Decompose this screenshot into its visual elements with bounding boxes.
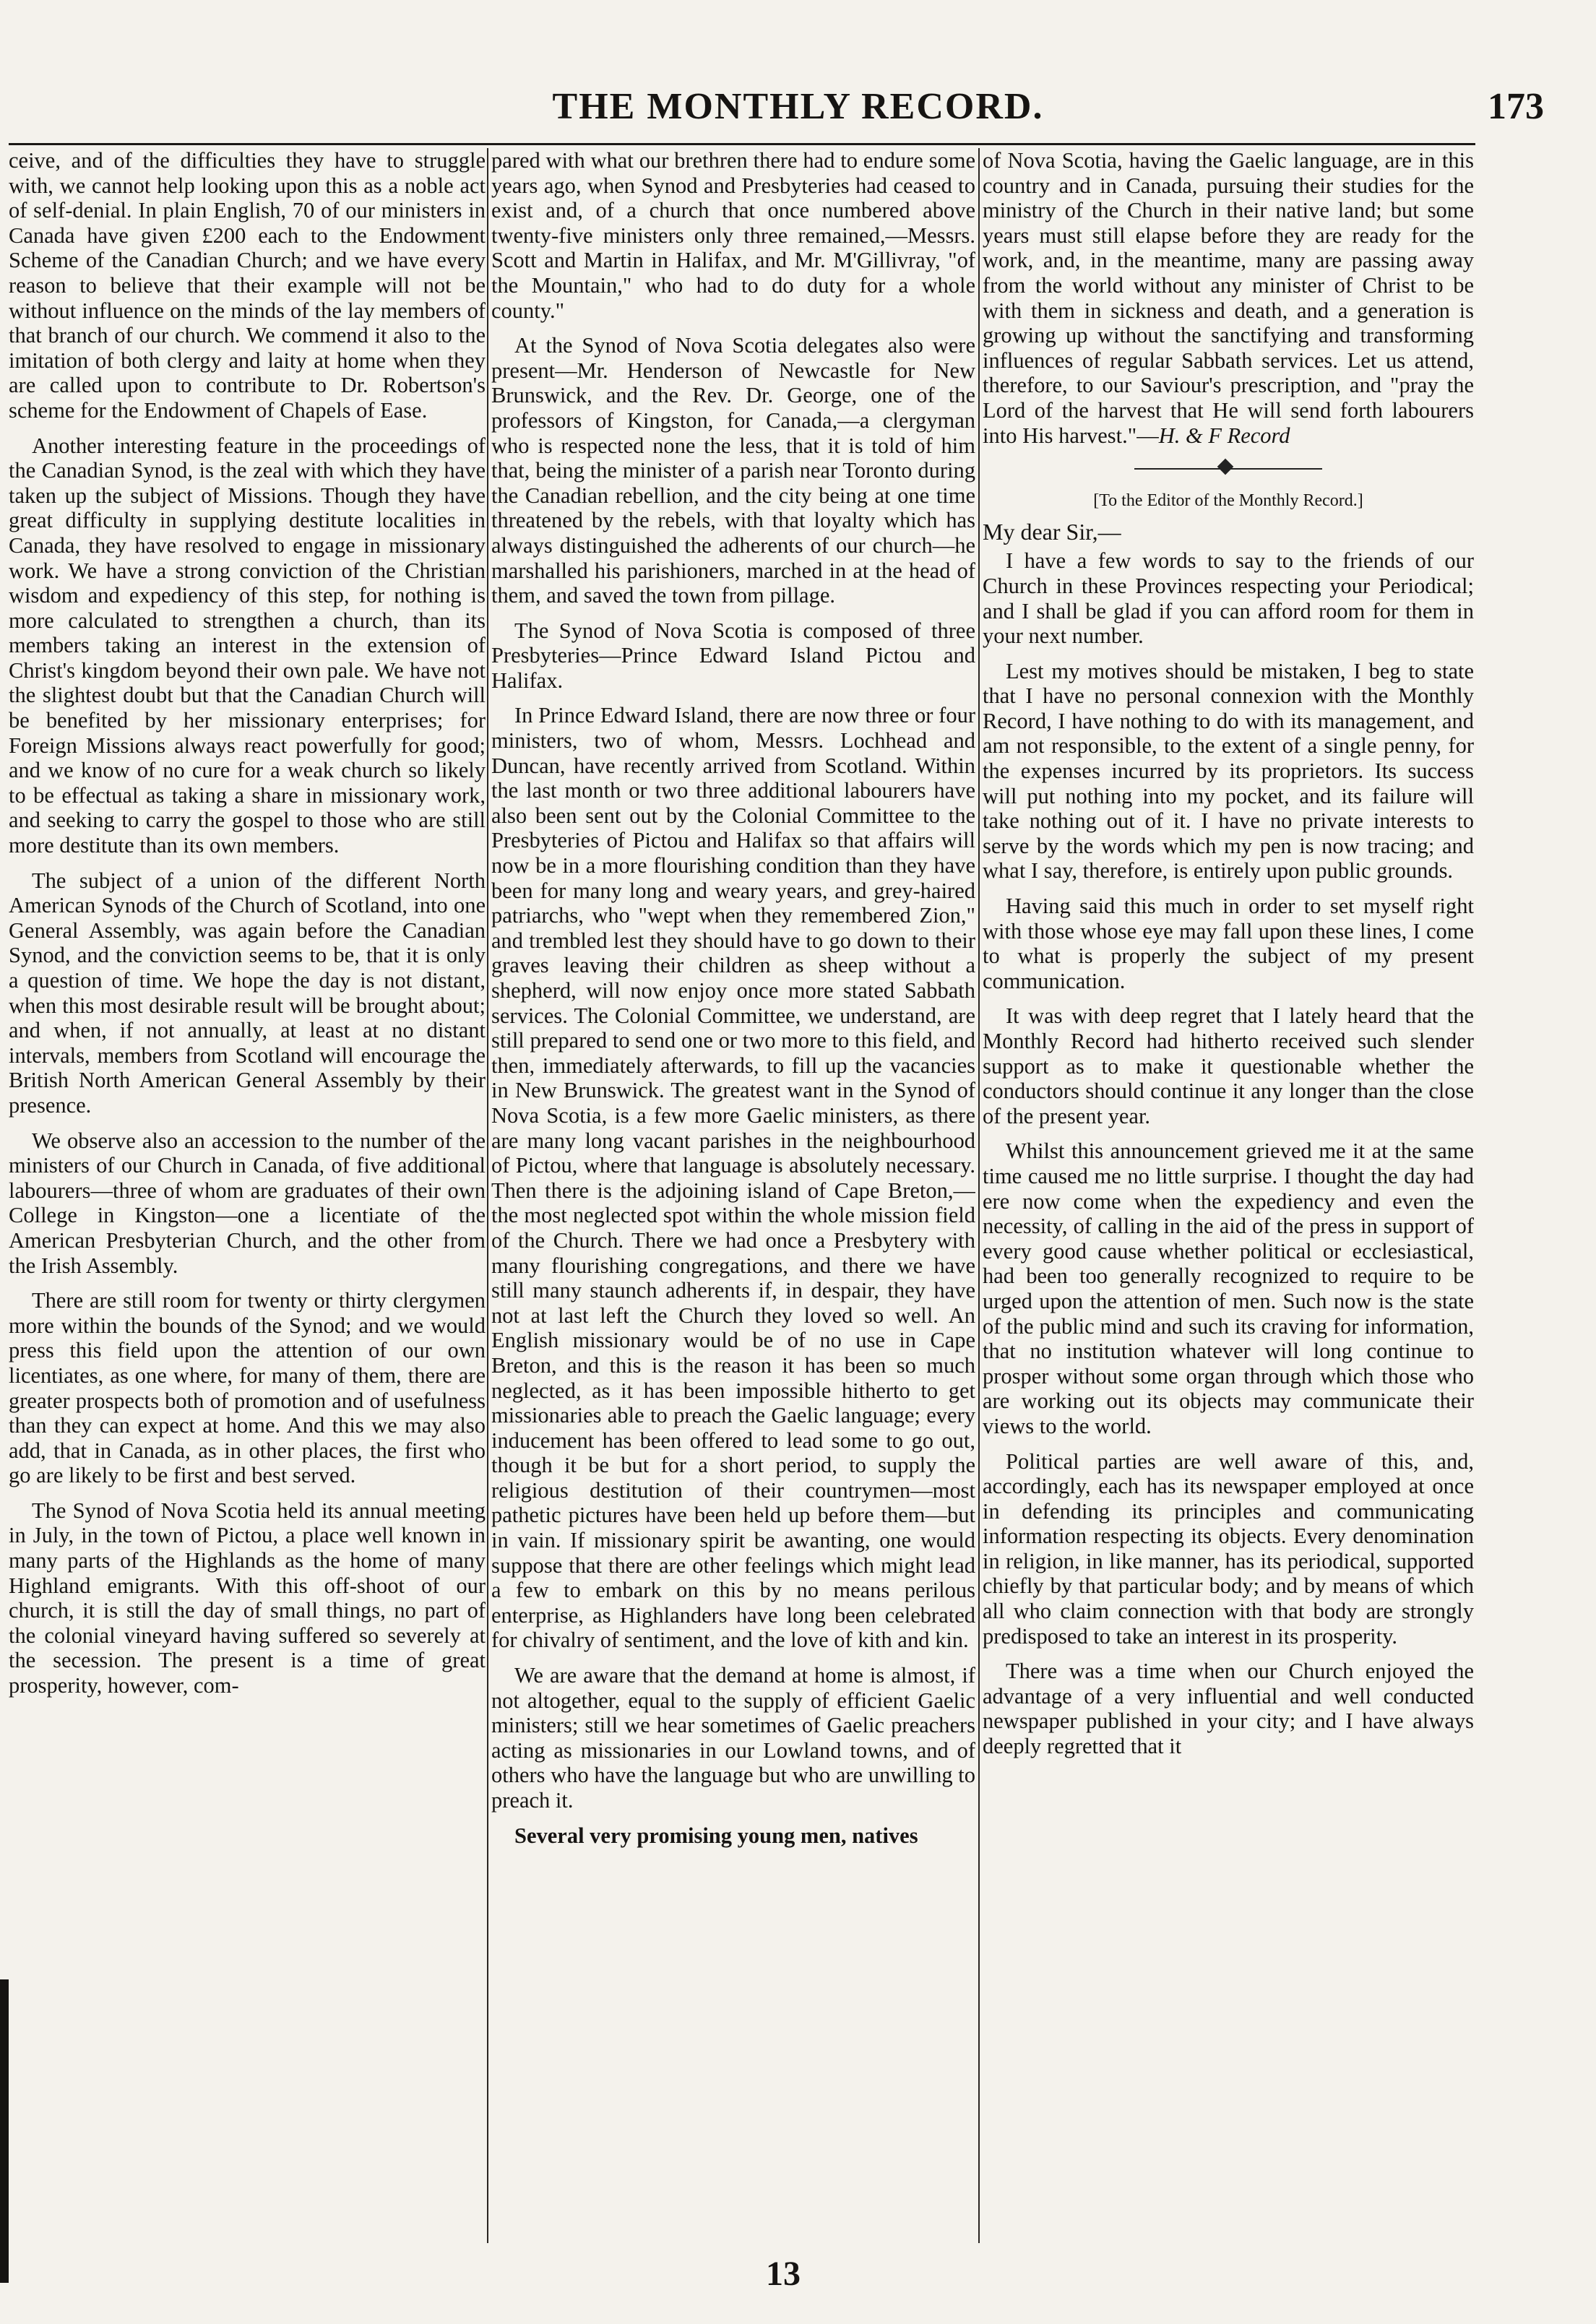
column-divider [487, 148, 488, 2243]
page-number: 173 [1488, 86, 1544, 127]
quoted-text: of Nova Scotia, having the Gaelic language, are in this country and in Canada, pursuing their studies for the ministry of the Church in their native land; but some years must still elapse before they are ready for the work, and, in the meantime, many are passing away from the world without any minister of Christ to be with them in sickness and death, and a generation is growing up without the sanctifying and transforming influences of regular Sabbath services. Let us attend, therefore, to our Saviour's prescription, and "pray the Lord of the harvest that He will send forth labourers into His harvest."— [983, 148, 1474, 448]
column-3 [983, 148, 1474, 2243]
paragraph: We observe also an accession to the number of the ministers of our Church in Canada, of five additional labourers—three of whom are graduates of their own College in Kingston—one a licentiate of the American Presbyterian Church, and the other from the Irish Assembly. [9, 1128, 486, 1278]
paragraph: It was with deep regret that I lately heard that the Monthly Record had hitherto received such slender support as to make it questionable whether the conductors should continue it any longer than the close of the present year. [983, 1003, 1474, 1128]
ornament-diamond-icon [1217, 459, 1234, 475]
column-divider [978, 148, 980, 2243]
header-rule [9, 143, 1475, 145]
paragraph: The Synod of Nova Scotia held its annual meeting in July, in the town of Pictou, a place well known in many parts of the Highlands as the home of many Highland emigrants. With this off-shoot of our church, it is still the day of small things, no part of the colonial vineyard having suffered so severely at the secession. The present is a time of great prosperity, however, com- [9, 1498, 486, 1698]
paragraph: We are aware that the demand at home is almost, if not altogether, equal to the supply of efficient Gaelic ministers; still we hear sometimes of Gaelic preachers acting as missionaries in our Lowland towns, and of others who have the language but who are unwilling to preach it. [491, 1663, 975, 1813]
paragraph: Whilst this announcement grieved me it at the same time caused me no little surprise. I thought the day had ere now come when the expediency and even the necessity, of calling in the aid of the press in support of every good cause whether political or ecclesiastical, had been too generally recognized to require to be urged upon the attention of men. Such now is the state of the public mind and such its craving for information, that no institution whatever will long continue to prosper without some organ through which those who are working out its objects may communicate their views to the world. [983, 1139, 1474, 1438]
paragraph: pared with what our brethren there had to endure some years ago, when Synod and Presbyteries had ceased to exist and, of a church that once numbered above twenty-five ministers only three remained,—Messrs. Scott and Martin in Halifax, and Mr. M'Gillivray, "of the Mountain," who had to do duty for a whole county." [491, 148, 975, 323]
letter-address: [To the Editor of the Monthly Record.] [1093, 491, 1363, 511]
paragraph: Having said this much in order to set myself right with those whose eye may fall upon these lines, I come to what is properly the subject of my present communication. [983, 894, 1474, 993]
paragraph: Another interesting feature in the proceedings of the Canadian Synod, is the zeal with which they have taken up the subject of Missions. Though they have great difficulty in supplying destitute localities in Canada, they have resolved to engage in missionary work. We have a strong conviction of the Christian wisdom and expediency of this step, for nothing is more calculated to strengthen a church, than its members taking an interest in the extension of Christ's kingdom beyond their own pale. We have not the slightest doubt but that the Canadian Church will be benefited by her missionary enterprises; for Foreign Missions always react powerfully for good; and we know of no cure for a weak church so likely to be effectual as taking a share in missionary work, and seeking to carry the gospel to those who are still more destitute than its own members. [9, 433, 486, 858]
paragraph: The subject of a union of the different North American Synods of the Church of Scotland, into one General Assembly, was again before the Canadian Synod, and the conviction seems to be, that it is only a question of time. We hope the day is not distant, when this most desirable result will be brought about; and when, if not annually, at least at no distant intervals, members from Scotland will encourage the British North American General Assembly by their presence. [9, 868, 486, 1118]
page-header [0, 85, 1596, 150]
paragraph: The Synod of Nova Scotia is composed of three Presbyteries—Prince Edward Island Pictou and Halifax. [491, 618, 975, 693]
column-1 [9, 148, 486, 2243]
binding-edge [0, 1979, 9, 2283]
paragraph: I have a few words to say to the friends of our Church in these Provinces respecting your Periodical; and I shall be glad if you can afford room for them in your next number. [983, 548, 1474, 649]
paragraph: ceive, and of the difficulties they have to struggle with, we cannot help looking upon this as a noble act of self-denial. In plain English, 70 of our ministers in Canada have given £200 each to the Endowment Scheme of the Canadian Church; and we have every reason to believe that their example will not be without influence on the minds of the lay members of that branch of our church. We commend it also to the imitation of both clergy and laity at home when they are called upon to contribute to Dr. Robertson's scheme for the Endowment of Chapels of Ease. [9, 148, 486, 423]
signature-mark: 13 [766, 2255, 801, 2293]
paragraph: There are still room for twenty or thirty clergymen more within the bounds of the Synod; and we would press this field upon the attention of our own licentiates, as one where, for many of them, there are greater prospects both of promotion and of usefulness than they can expect at home. And this we may also add, that in Canada, as in other places, the first who go are likely to be first and best served. [9, 1288, 486, 1488]
letter-salutation: My dear Sir,— [983, 518, 1121, 545]
page-title: THE MONTHLY RECORD. [552, 86, 1044, 127]
attribution: H. & F Record [1158, 423, 1290, 448]
paragraph: Several very promising young men, natives [514, 1823, 918, 1848]
paragraph: Political parties are well aware of this, and, accordingly, each has its newspaper employed at once in defending its principles and communicating information respecting its objects. Every denomination in religion, in like manner, has its periodical, supported chiefly by that particular body; and by means of which all who claim connection with that body are strongly predisposed to take an interest in its prosperity. [983, 1448, 1474, 1649]
column-2 [491, 148, 975, 2243]
paragraph: There was a time when our Church enjoyed the advantage of a very influential and well conducted newspaper published in your city; and I have always deeply regretted that it [983, 1659, 1474, 1759]
section-ornament [983, 461, 1474, 475]
paragraph: Lest my motives should be mistaken, I beg to state that I have no personal connexion with the Monthly Record, I have nothing to do with its management, and am not responsible, to the extent of a single penny, for the expenses incurred by its proprietors. Its success will put nothing into my pocket, and its failure will take nothing out of it. I have no private interests to serve by the words which my pen is now tracing; and what I say, therefore, is entirely upon public grounds. [983, 658, 1474, 884]
paragraph: In Prince Edward Island, there are now three or four ministers, two of whom, Messrs. Lochhead and Duncan, have recently arrived from Scotland. Within the last month or two three additional labourers have also been sent out by the Colonial Committee to the Presbyteries of Pictou and Halifax so that affairs will now be in a more flourishing condition than they have been for many long and weary years, and grey-haired patriarchs, who "wept when they remembered Zion," and trembled lest they should have to go down to their graves leaving their children as sheep without a shepherd, will now enjoy once more stated Sabbath services. The Colonial Committee, we understand, are still prepared to send one or two more to this field, and then, immediately afterwards, to fill up the vacancies in New Brunswick. The greatest want in the Synod of Nova Scotia, is a few more Gaelic ministers, as there are many long vacant parishes in the neighbourhood of Pictou, where that language is absolutely necessary. Then there is the adjoining island of Cape Breton,—the most neglected spot within the whole mission field of the Church. There we had once a Presbytery with many flourishing congregations, and there we have still many staunch adherents if, in despair, they have not at last left the Church they loved so well. An English missionary would be of no use in Cape Breton, and this is the reason it has been so much neglected, as it has been impossible hitherto to get missionaries able to preach the Gaelic language; every inducement has been offered to lead some to go out, though it be but for a short period, to supply the religious destitution of their countrymen—most pathetic pictures have been held up before them—but in vain. If missionary spirit be awanting, one would suppose that there are other feelings which might lead a few to embark on this by no means perilous enterprise, as Highlanders have long been celebrated for chivalry of sentiment, and the love of kith and kin. [491, 703, 975, 1653]
paragraph: At the Synod of Nova Scotia delegates also were present—Mr. Henderson of Newcastle for New Brunswick, and the Rev. Dr. George, one of the professors of Kingston, for Canada,—a clergyman who is respected none the less, that it is told of him that, being the minister of a parish near Toronto during the Canadian rebellion, and the city being at one time threatened by the rebels, with that loyalty which has always distinguished the adherents of our church—he marshalled his parishioners, marched in at the head of them, and saved the town from pillage. [491, 333, 975, 608]
paragraph [983, 148, 1474, 448]
